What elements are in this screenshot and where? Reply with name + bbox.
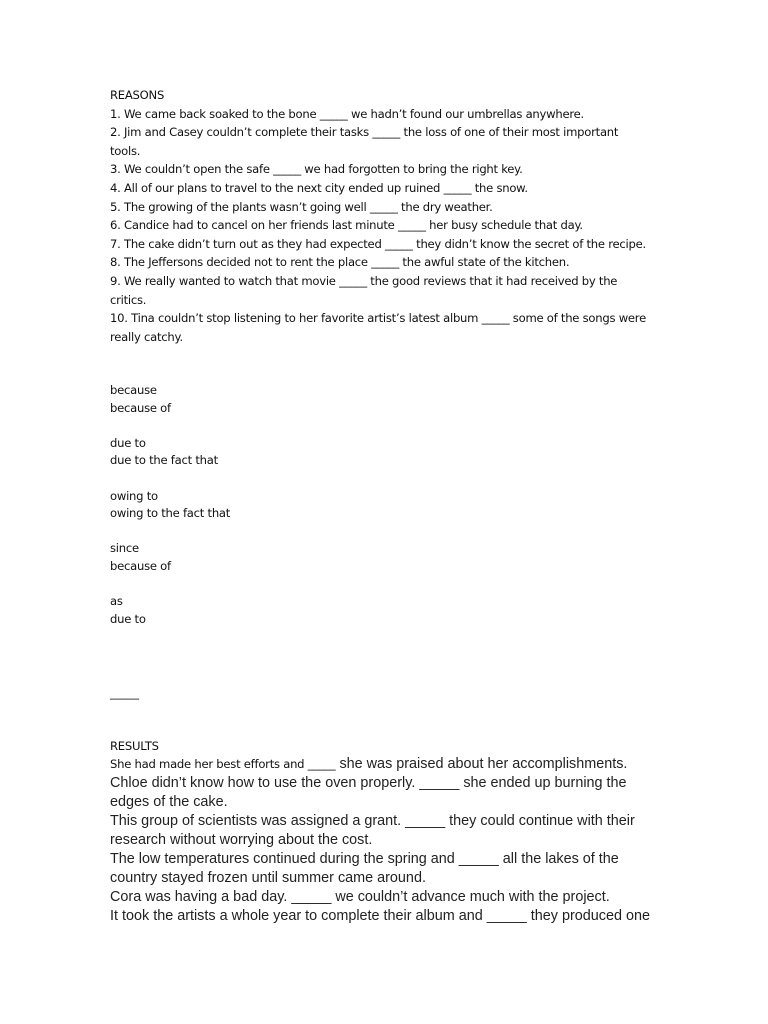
result-item: Cora was having a bad day. _____ we couldn’t advance much with the project. [110,889,610,905]
option-text: since [110,541,139,556]
option-text: because of [110,400,171,415]
option-spacer [110,417,410,435]
result-item: Chloe didn’t know how to use the oven properly. _____ she ended up burning the edges of the cake. [110,775,627,810]
option-text: owing to [110,488,158,503]
result-item: It took the artists a whole year to complete their album and _____ they produced one [110,908,650,924]
reason-item: 2. Jim and Casey couldn’t complete their tasks _____ the loss of one of their most important tools. [110,125,619,158]
option-text: owing to the fact that [110,506,231,521]
result-item: This group of scientists was assigned a grant. _____ they could continue with their research without worrying about the cost. [110,813,635,848]
option-text: as [110,594,123,609]
result-item-end: she was praised about her accomplishments. [335,756,628,772]
reasons-heading: REASONS [110,88,165,102]
option-spacer [110,523,410,541]
option-spacer [110,470,410,488]
reason-item: 1. We came back soaked to the bone _____ we hadn’t found our umbrellas anywhere. [110,106,584,121]
option-spacer [110,576,410,594]
answer-options [110,382,410,628]
result-item: The low temperatures continued during the spring and _____ all the lakes of the country stayed frozen until summer came around. [110,851,619,886]
reason-item: 8. The Jeffersons decided not to rent the place _____ the awful state of the kitchen. [110,255,570,270]
option-text: due to the fact that [110,453,218,468]
reason-item: 7. The cake didn’t turn out as they had expected _____ they didn’t know the secret of the recipe. [110,236,646,251]
reasons-section [110,86,650,346]
reason-item: 5. The growing of the plants wasn’t going well _____ the dry weather. [110,199,493,214]
reason-item: 3. We couldn’t open the safe _____ we had forgotten to bring the right key. [110,162,523,177]
option-text: due to [110,435,146,450]
results-heading: RESULTS [110,739,159,753]
option-text: because [110,383,157,397]
reason-item: 4. All of our plans to travel to the next city ended up ruined _____ the snow. [110,180,528,195]
option-text: due to [110,611,146,626]
results-section [110,755,655,926]
option-text: because of [110,558,171,573]
blank-placeholder: _____ [110,686,139,700]
result-item-start: She had made her best efforts and _____ [110,757,336,771]
reason-item: 9. We really wanted to watch that movie _____ the good reviews that it had received by the critics. [110,273,618,307]
result-item [110,755,655,774]
reason-item: 6. Candice had to cancel on her friends last minute _____ her busy schedule that day. [110,218,583,233]
reason-item: 10. Tina couldn’t stop listening to her favorite artist’s latest album _____ some of the songs were really catchy. [110,311,646,344]
